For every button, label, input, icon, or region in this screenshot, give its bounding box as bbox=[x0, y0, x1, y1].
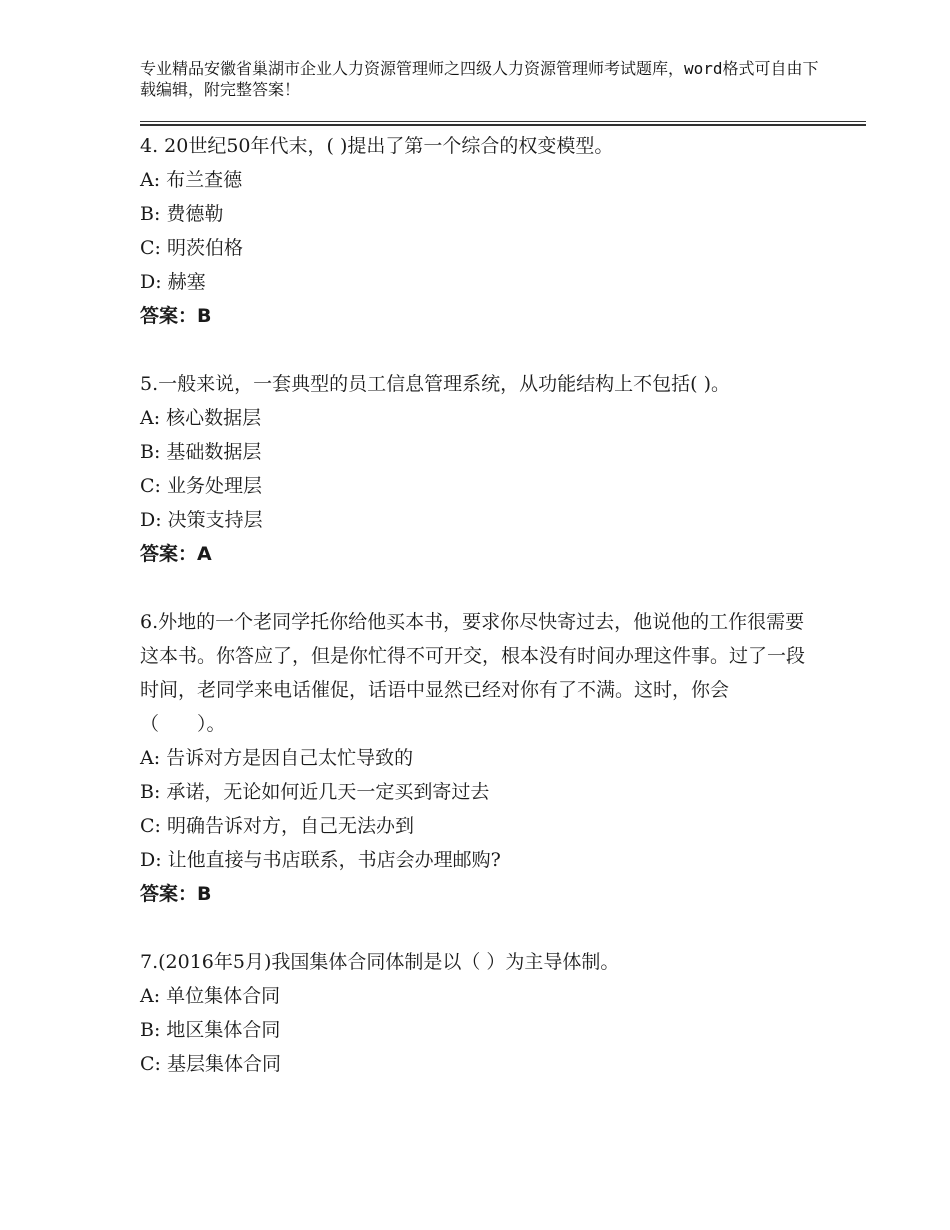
question-6 bbox=[140, 605, 810, 911]
question-text: 4. 20世纪50年代末，( )提出了第一个综合的权变模型。 bbox=[140, 135, 614, 157]
option-a: A: 布兰查德 bbox=[140, 169, 243, 191]
question-5 bbox=[140, 367, 810, 571]
option-c: C: 明茨伯格 bbox=[140, 237, 243, 259]
option-a: A: 单位集体合同 bbox=[140, 985, 281, 1007]
answer: 答案：A bbox=[140, 543, 212, 565]
option-c: C: 基层集体合同 bbox=[140, 1053, 281, 1075]
header-rule-thick bbox=[140, 124, 866, 126]
option-c: C: 明确告诉对方，自己无法办到 bbox=[140, 815, 414, 837]
question-7 bbox=[140, 945, 810, 1081]
option-d: D: 决策支持层 bbox=[140, 509, 263, 531]
option-b: B: 基础数据层 bbox=[140, 441, 262, 463]
spacer bbox=[140, 333, 810, 367]
spacer bbox=[140, 911, 810, 945]
option-a: A: 告诉对方是因自己太忙导致的 bbox=[140, 747, 414, 769]
question-text: 7.(2016年5月)我国集体合同体制是以（ ）为主导体制。 bbox=[140, 951, 620, 973]
answer: 答案：B bbox=[140, 883, 212, 905]
question-list bbox=[140, 129, 810, 1081]
question-text: 5.一般来说，一套典型的员工信息管理系统，从功能结构上不包括( )。 bbox=[140, 373, 730, 395]
option-b: B: 费德勒 bbox=[140, 203, 224, 225]
question-text: 6.外地的一个老同学托你给他买本书，要求你尽快寄过去，他说他的工作很需要这本书。你答应了，但是你忙得不可开交，根本没有时间办理这件事。过了一段时间，老同学来电话催促，话语中显然已经对你有了不满。这时，你会（ ）。 bbox=[140, 611, 806, 735]
answer: 答案：B bbox=[140, 305, 212, 327]
header-rule-thin bbox=[140, 121, 866, 122]
document-header: 专业精品安徽省巢湖市企业人力资源管理师之四级人力资源管理师考试题库，word格式可自由下载编辑，附完整答案！ bbox=[140, 59, 819, 99]
option-d: D: 赫塞 bbox=[140, 271, 206, 293]
option-b: B: 地区集体合同 bbox=[140, 1019, 281, 1041]
option-d: D: 让他直接与书店联系，书店会办理邮购? bbox=[140, 849, 501, 871]
option-a: A: 核心数据层 bbox=[140, 407, 262, 429]
option-b: B: 承诺，无论如何近几天一定买到寄过去 bbox=[140, 781, 490, 803]
question-4 bbox=[140, 129, 810, 333]
spacer bbox=[140, 571, 810, 605]
option-c: C: 业务处理层 bbox=[140, 475, 262, 497]
